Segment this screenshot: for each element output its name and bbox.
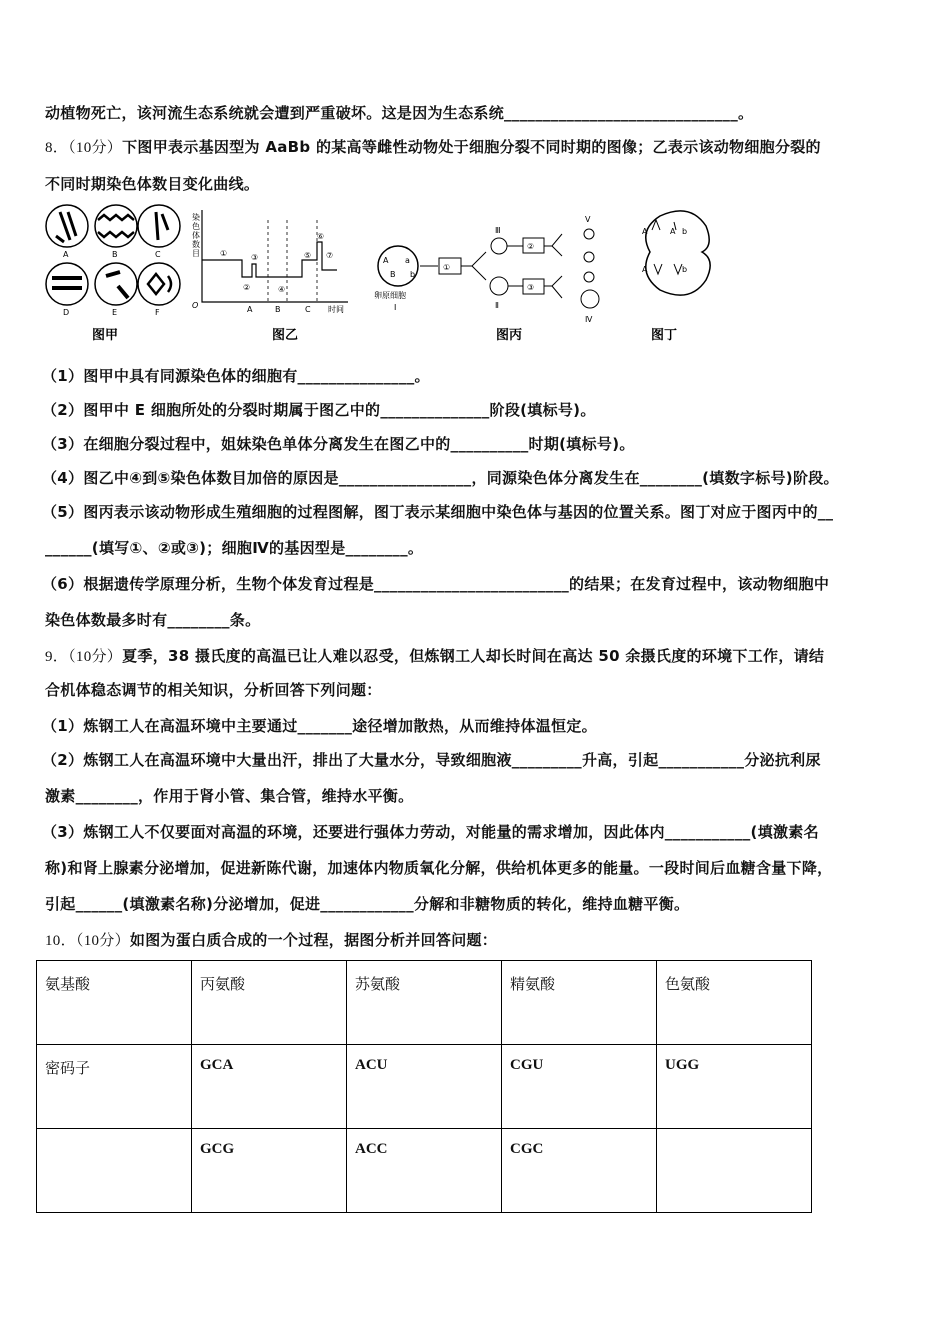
jia-label-d: D bbox=[63, 308, 70, 317]
yi-mark-2: ② bbox=[243, 283, 251, 292]
svg-text:a: a bbox=[405, 256, 410, 265]
table-cell: 苏氨酸 bbox=[347, 961, 502, 1045]
q8-sub6: （6）根据遗传学原理分析，生物个体发育过程是_________________________的结果；在发育过程中，该动物细胞中 bbox=[42, 575, 830, 593]
jia-label-f: F bbox=[155, 308, 160, 317]
jia-caption: 图甲 bbox=[92, 328, 119, 343]
q9-sub2: （2）炼钢工人在高温环境中大量出汗，排出了大量水分，导致细胞液_________升高，引起___________分泌抗利尿 bbox=[42, 751, 821, 769]
svg-text:b: b bbox=[682, 265, 688, 274]
figure-yi bbox=[192, 210, 348, 343]
table-row bbox=[37, 1129, 812, 1213]
svg-text:Ⅳ: Ⅳ bbox=[585, 315, 593, 324]
svg-text:Ⅴ: Ⅴ bbox=[585, 215, 591, 224]
svg-text:b: b bbox=[410, 270, 416, 279]
table-cell: CGC bbox=[502, 1129, 657, 1213]
yi-stage-b: B bbox=[275, 305, 281, 314]
svg-text:B: B bbox=[390, 270, 396, 279]
q8-sub4: （4）图乙中④到⑤染色体数目加倍的原因是_________________，同源染色体分离发生在________(填数字标号)阶段。 bbox=[42, 469, 839, 487]
figure-group bbox=[40, 200, 720, 345]
q7-tail: 动植物死亡，该河流生态系统就会遭到严重破坏。这是因为生态系统______________________________。 bbox=[45, 104, 754, 122]
svg-text:②: ② bbox=[527, 242, 535, 251]
svg-text:①: ① bbox=[443, 263, 451, 272]
table-row bbox=[37, 961, 812, 1045]
table-cell: GCA bbox=[192, 1045, 347, 1129]
svg-text:Ⅲ: Ⅲ bbox=[495, 226, 501, 235]
q9-sub1: （1）炼钢工人在高温环境中主要通过_______途径增加散热，从而维持体温恒定。 bbox=[42, 717, 597, 735]
q8-sub5: （5）图丙表示该动物形成生殖细胞的过程图解，图丁表示某细胞中染色体与基因的位置关系。图丁对应于图丙中的__ bbox=[42, 503, 834, 521]
table-cell: 色氨酸 bbox=[657, 961, 812, 1045]
q9-sub3-cont: 称)和肾上腺素分泌增加，促进新陈代谢，加速体内物质氧化分解，供给机体更多的能量。一段时间后血糖含量下降， bbox=[45, 859, 833, 877]
q8-sub5-cont: ______(填写①、②或③)；细胞Ⅳ的基因型是________。 bbox=[45, 539, 424, 557]
q8-number: 8．（10分） bbox=[45, 140, 123, 156]
q9-text: 夏季，38 摄氏度的高温已让人难以忍受，但炼钢工人却长时间在高达 50 余摄氏度的环境下工作，请结 bbox=[122, 647, 825, 665]
yi-mark-4: ④ bbox=[278, 285, 286, 294]
svg-text:Ⅰ: Ⅰ bbox=[394, 303, 397, 312]
q8-sub6-cont: 染色体数最多时有________条。 bbox=[45, 611, 261, 629]
bing-cell-label: 卵原细胞 bbox=[374, 291, 406, 300]
svg-text:A: A bbox=[383, 256, 389, 265]
q10-text: 如图为蛋白质合成的一个过程，据图分析并回答问题： bbox=[129, 931, 498, 949]
yi-mark-6: ⑥ bbox=[317, 232, 325, 241]
table-cell: 丙氨酸 bbox=[192, 961, 347, 1045]
q8-intro bbox=[45, 137, 821, 158]
svg-text:A: A bbox=[670, 227, 676, 236]
table-cell bbox=[37, 1129, 192, 1213]
q9-intro-2: 合机体稳态调节的相关知识，分析回答下列问题： bbox=[45, 681, 382, 699]
q9-intro bbox=[45, 646, 824, 667]
yi-xlabel: 时间 bbox=[328, 305, 344, 314]
svg-text:Ⅱ: Ⅱ bbox=[495, 301, 499, 310]
table-cell: 精氨酸 bbox=[502, 961, 657, 1045]
yi-caption: 图乙 bbox=[272, 328, 299, 343]
svg-text:③: ③ bbox=[527, 283, 535, 292]
q8-text: 下图甲表示基因型为 AaBb 的某高等雌性动物处于细胞分裂不同时期的图像；乙表示该动物细胞分裂的 bbox=[122, 138, 821, 156]
svg-text:b: b bbox=[682, 227, 688, 236]
q10-number: 10．（10分） bbox=[45, 933, 130, 949]
yi-stage-a: A bbox=[247, 305, 253, 314]
q9-sub2-cont: 激素________，作用于肾小管、集合管，维持水平衡。 bbox=[45, 787, 414, 805]
jia-label-c: C bbox=[155, 250, 161, 259]
table-cell: ACU bbox=[347, 1045, 502, 1129]
figure-jia bbox=[46, 205, 180, 343]
yi-stage-c: C bbox=[305, 305, 311, 314]
q9-number: 9．（10分） bbox=[45, 649, 123, 665]
bing-caption: 图丙 bbox=[496, 328, 523, 343]
yi-mark-1: ① bbox=[220, 249, 228, 258]
yi-mark-7: ⑦ bbox=[326, 251, 334, 260]
table-cell: CGU bbox=[502, 1045, 657, 1129]
jia-label-e: E bbox=[112, 308, 118, 317]
svg-text:A: A bbox=[642, 265, 648, 274]
q10-intro bbox=[45, 930, 497, 951]
table-cell: 氨基酸 bbox=[37, 961, 192, 1045]
ding-caption: 图丁 bbox=[651, 328, 678, 343]
svg-text:染色体数目: 染色体数目 bbox=[192, 213, 200, 258]
table-cell: 密码子 bbox=[37, 1045, 192, 1129]
jia-label-b: B bbox=[112, 250, 118, 259]
jia-label-a: A bbox=[63, 250, 69, 259]
table-row bbox=[37, 1045, 812, 1129]
codon-table bbox=[36, 960, 812, 1213]
table-cell: GCG bbox=[192, 1129, 347, 1213]
q8-sub1: （1）图甲中具有同源染色体的细胞有_______________。 bbox=[42, 367, 430, 385]
yi-origin: O bbox=[192, 301, 199, 310]
figure-ding bbox=[642, 211, 710, 343]
q9-sub3-cont2: 引起______(填激素名称)分泌增加，促进____________分解和非糖物质的转化，维持血糖平衡。 bbox=[45, 895, 690, 913]
svg-text:A: A bbox=[642, 227, 648, 236]
q8-intro-2: 不同时期染色体数目变化曲线。 bbox=[45, 175, 260, 193]
figure-bing bbox=[374, 215, 599, 343]
q8-sub3: （3）在细胞分裂过程中，姐妹染色单体分离发生在图乙中的__________时期(填标号)。 bbox=[42, 435, 635, 453]
q8-sub2: （2）图甲中 E 细胞所处的分裂时期属于图乙中的______________阶段(填标号)。 bbox=[42, 401, 596, 419]
table-cell bbox=[657, 1129, 812, 1213]
table-cell: ACC bbox=[347, 1129, 502, 1213]
q9-sub3: （3）炼钢工人不仅要面对高温的环境，还要进行强体力劳动，对能量的需求增加，因此体内___________(填激素名 bbox=[42, 823, 819, 841]
table-cell: UGG bbox=[657, 1045, 812, 1129]
yi-mark-3: ③ bbox=[251, 253, 259, 262]
yi-mark-5: ⑤ bbox=[304, 251, 312, 260]
